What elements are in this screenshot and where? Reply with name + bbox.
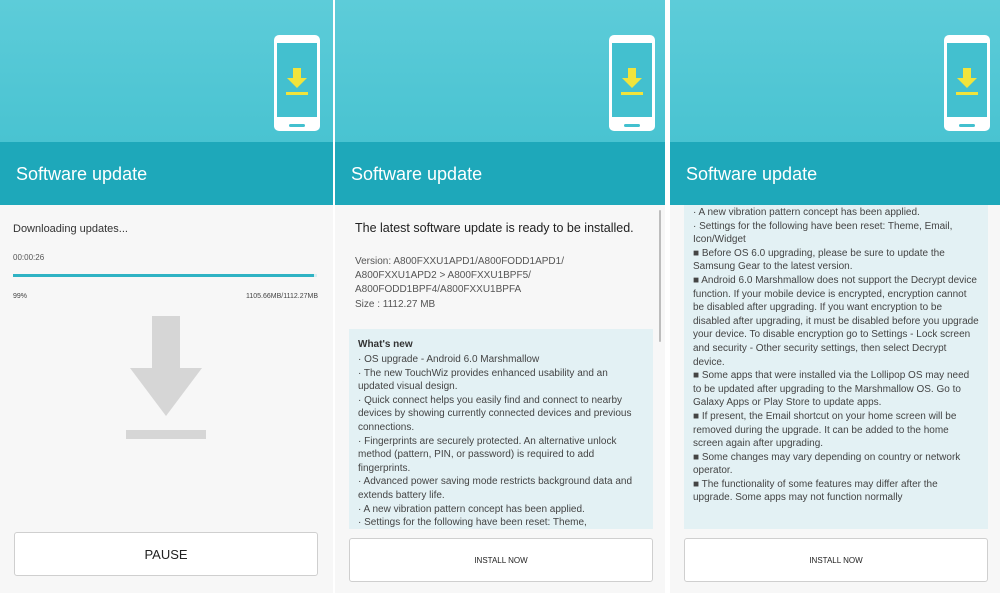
update-notes-content: [670, 205, 1000, 593]
version-text: Version: A800FXXU1APD1/A800FODD1APD1/ A800FXXU1APD2 > A800FXXU1BPF5/ A800FODD1BPF4/A800FXXU1BPFA: [355, 256, 564, 295]
whats-new-box[interactable]: [684, 205, 988, 529]
list-item: ■ Android 6.0 Marshmallow does not support the Decrypt device function. If your mobile device is encrypted, encryption cannot be disabled after upgrading. If you want encryption to be disabled after upgrading, it must be disabled before you upgrade your device. To disable encryption go to Settings - Lock screen and security - Other security settings, then select Decrypt device.: [693, 274, 979, 368]
list-item: · A new vibration pattern concept has been applied.: [358, 503, 585, 515]
scrollbar[interactable]: [659, 210, 661, 342]
download-size: 1105.66MB/1112.27MB: [246, 293, 318, 300]
download-percent: 99%: [13, 293, 28, 300]
list-item: ■ Before OS 6.0 upgrading, please be sure to update the Samsung Gear to the latest version.: [693, 247, 945, 273]
downloading-label: Downloading updates...: [13, 223, 128, 235]
page-title: Software update: [16, 164, 148, 184]
whats-new-title: What's new: [358, 339, 413, 350]
phone-download-icon: [274, 35, 320, 131]
update-details: [335, 205, 665, 593]
list-item: · Quick connect helps you easily find and connect to nearby devices by showing currently connected devices and previous connections.: [358, 394, 632, 433]
update-notes-scrolled-screen: [670, 0, 1000, 593]
elapsed-time: 00:00:26: [13, 253, 45, 262]
list-item: · Fingerprints are securely protected. An alternative unlock method (pattern, PIN, or password) is required to add fingerprints.: [358, 435, 617, 474]
download-content: [0, 205, 333, 593]
whats-new-box[interactable]: [349, 329, 653, 529]
download-progress-fill: [13, 274, 314, 277]
install-now-button[interactable]: INSTALL NOW: [684, 538, 988, 582]
header-banner: [335, 0, 665, 142]
pause-button[interactable]: PAUSE: [14, 532, 318, 576]
download-progress-bar: [13, 274, 317, 277]
list-item: ■ The functionality of some features may differ after the upgrade. Some apps may not function normally: [693, 478, 938, 504]
list-item: · A new vibration pattern concept has been applied.: [693, 207, 920, 218]
title-bar: [335, 142, 665, 205]
page-title: Software update: [351, 164, 483, 184]
update-ready-heading: The latest software update is ready to be installed.: [355, 221, 634, 235]
download-progress-screen: [0, 0, 333, 593]
phone-download-icon: [609, 35, 655, 131]
header-banner: [670, 0, 1000, 142]
size-text: Size : 1112.27 MB: [355, 299, 436, 310]
header-banner: [0, 0, 333, 142]
download-arrow-icon: [124, 316, 208, 442]
title-bar: [0, 142, 333, 205]
list-item: · OS upgrade - Android 6.0 Marshmallow: [358, 354, 540, 365]
whats-new-list: [358, 353, 644, 529]
list-item: ■ If present, the Email shortcut on your home screen will be removed during the upgrade. It can be added to the home screen again after upgrading.: [693, 410, 957, 450]
list-item: ■ Some apps that were installed via the Lollipop OS may need to be updated after upgrading to the Marshmallow OS. Go to Galaxy Apps or Play Store to update apps.: [693, 370, 970, 409]
phone-download-icon: [944, 35, 990, 131]
update-ready-screen: [335, 0, 665, 593]
install-now-button[interactable]: INSTALL NOW: [349, 538, 653, 582]
page-title: Software update: [686, 164, 818, 184]
list-item: · Settings for the following have been reset: Theme,: [358, 517, 587, 529]
list-item: · Advanced power saving mode restricts background data and extends battery life.: [358, 476, 633, 501]
list-item: · The new TouchWiz provides enhanced usability and an updated visual design.: [358, 367, 608, 393]
list-item: · Settings for the following have been reset: Theme, Email, Icon/Widget: [693, 220, 953, 246]
list-item: ■ Some changes may vary depending on country or network operator.: [693, 451, 961, 477]
title-bar: [670, 142, 1000, 205]
